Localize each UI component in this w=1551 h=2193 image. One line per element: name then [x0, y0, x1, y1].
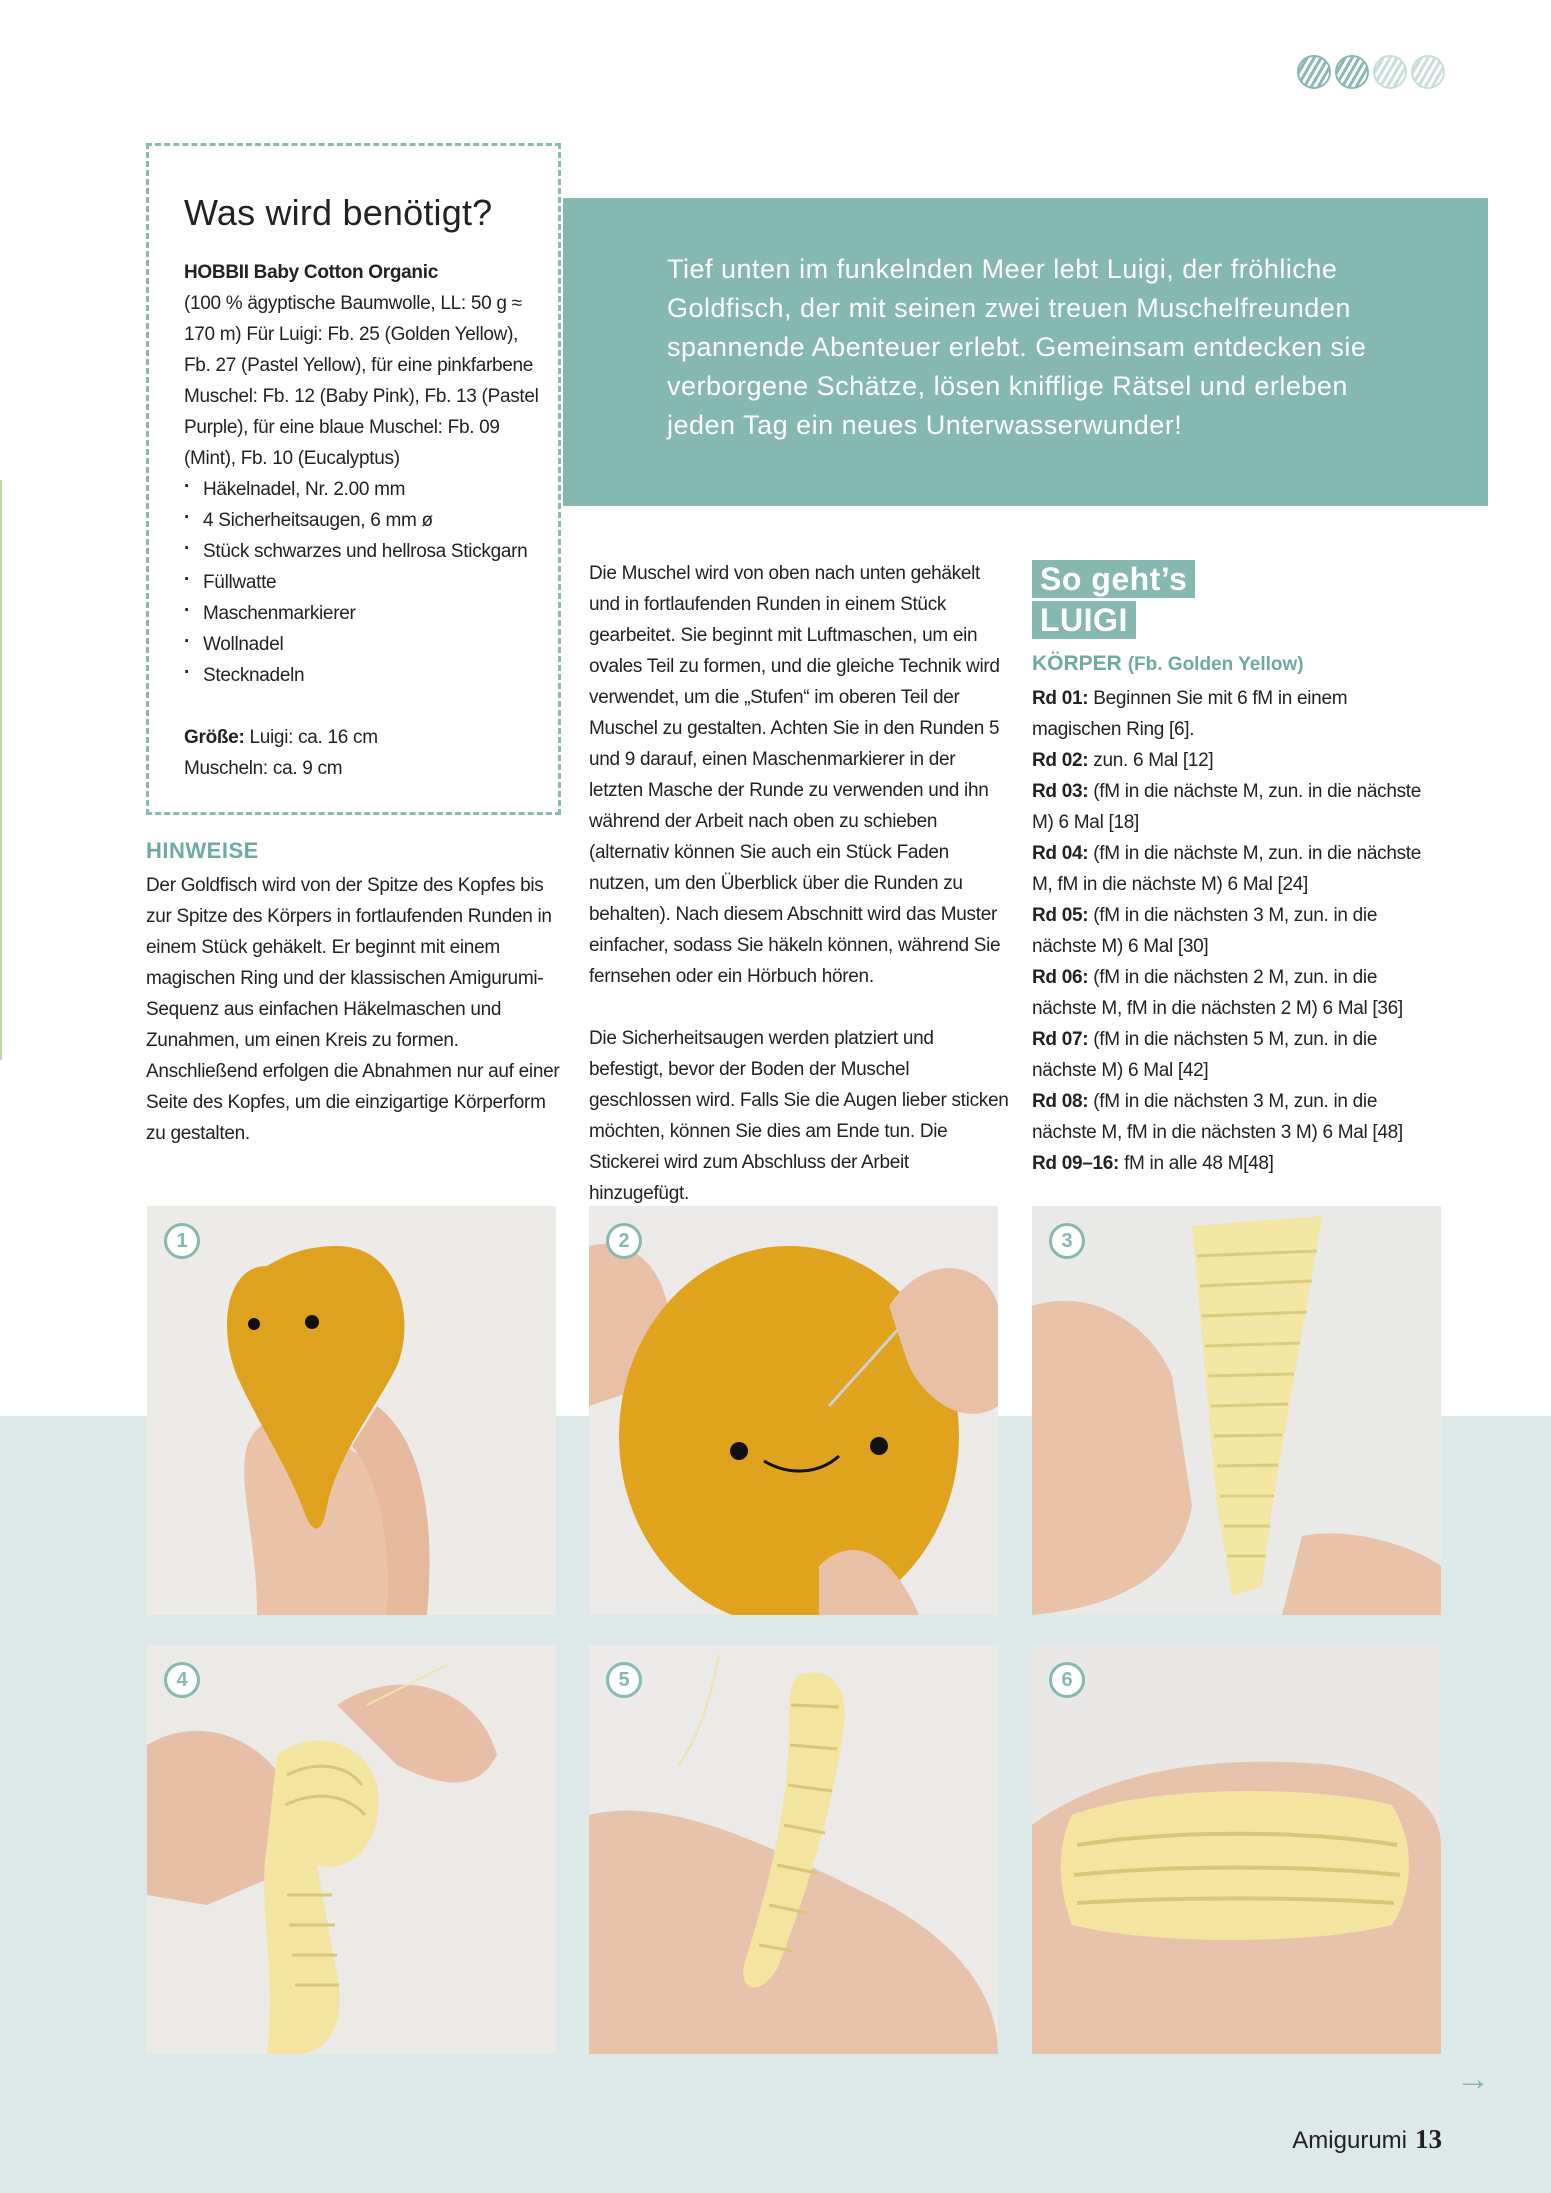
page-footer	[1292, 2124, 1442, 2155]
yarn-ball-icon	[1373, 55, 1407, 89]
round-row: Rd 04: (fM in die nächste M, zun. in die nächste M, fM in die nächste M) 6 Mal [24]	[1032, 843, 1422, 895]
stitching-face-image	[589, 1206, 998, 1615]
list-item: · Häkelnadel, Nr. 2.00 mm	[184, 474, 549, 505]
notes-body: Der Goldfisch wird von der Spitze des Kopfes bis zur Spitze des Körpers in fortlaufenden Runden in einem Stück gehäkelt. Er beginnt mit einem magischen Ring und der klassischen Amigurumi-Sequenz aus einfachen Häkelmaschen und Zunahmen, um einen Kreis zu formen. Anschließend erfolgen die Abnahmen nur auf einer Seite des Kopfes, um die einzigartige Körperform zu gestalten.	[146, 875, 560, 1144]
notes-heading: HINWEISE	[146, 838, 259, 863]
howto-tag: So geht’s	[1032, 560, 1195, 598]
rounds-list	[1032, 683, 1437, 1179]
round-row: Rd 03: (fM in die nächste M, zun. in die nächste M) 6 Mal [18]	[1032, 781, 1422, 833]
step-photo-3	[1032, 1206, 1441, 1615]
step-badge: 3	[1049, 1223, 1085, 1259]
rolling-strip-image	[147, 1645, 556, 2054]
step-badge: 1	[164, 1223, 200, 1259]
list-item: · Stück schwarzes und hellrosa Stickgarn	[184, 536, 549, 567]
howto-tag-luigi: LUIGI	[1032, 601, 1136, 639]
howto-heading	[1032, 560, 1195, 642]
list-item: · Füllwatte	[184, 567, 549, 598]
step-photo-2	[589, 1206, 998, 1615]
page-number: 13	[1415, 2124, 1442, 2154]
step-photo-6	[1032, 1645, 1441, 2054]
round-row: Rd 05: (fM in die nächsten 3 M, zun. in die nächste M) 6 Mal [30]	[1032, 905, 1378, 957]
fish-head-image	[147, 1206, 556, 1615]
list-item: · Maschenmarkierer	[184, 598, 549, 629]
page-edge-mark	[0, 480, 2, 1060]
size-luigi: Luigi: ca. 16 cm	[249, 727, 378, 748]
yarn-name: HOBBII Baby Cotton Organic	[184, 262, 438, 283]
step-badge: 5	[606, 1662, 642, 1698]
round-row: Rd 09–16: fM in alle 48 M[48]	[1032, 1153, 1274, 1174]
magazine-title: Amigurumi	[1292, 2127, 1407, 2154]
next-arrow-icon: →	[1456, 2060, 1490, 2098]
round-row: Rd 01: Beginnen Sie mit 6 fM in einem magischen Ring [6].	[1032, 688, 1348, 740]
yarn-details: (100 % ägyptische Baumwolle, LL: 50 g ≈ 170 m) Für Luigi: Fb. 25 (Golden Yellow), Fb. 27 (Pastel Yellow), für eine pinkfarbene Muschel: Fb. 12 (Baby Pink), Fb. 13 (Pastel Purple), für eine blaue Muschel: Fb. 09 (Mint), Fb. 10 (Eucalyptus)	[184, 293, 539, 469]
size-info	[184, 722, 549, 784]
materials-title: Was wird benötigt?	[184, 192, 493, 233]
round-row: Rd 06: (fM in die nächsten 2 M, zun. in die nächste M, fM in die nächsten 2 M) 6 Mal [36]	[1032, 967, 1403, 1019]
yarn-ball-icon	[1297, 55, 1331, 89]
round-row: Rd 07: (fM in die nächsten 5 M, zun. in die nächste M) 6 Mal [42]	[1032, 1029, 1378, 1081]
curved-strip-image	[589, 1645, 998, 2054]
step-badge: 2	[606, 1223, 642, 1259]
size-shell: Muscheln: ca. 9 cm	[184, 758, 343, 779]
round-row: Rd 02: zun. 6 Mal [12]	[1032, 750, 1214, 771]
materials-list	[184, 257, 549, 784]
list-item: · 4 Sicherheitsaugen, 6 mm ø	[184, 505, 549, 536]
size-label: Größe:	[184, 727, 245, 748]
yarn-ball-icon	[1411, 55, 1445, 89]
intro-text: Tief unten im funkelnden Meer lebt Luigi, der fröhliche Goldfisch, der mit seinen zwei treuen Muschelfreunden spannende Abenteuer erlebt. Gemeinsam entdecken sie verborgene Schätze, lösen knifflige Rätsel und erleben jeden Tag ein neues Unterwasserwunder!	[667, 254, 1367, 440]
section-heading: KÖRPER (Fb. Golden Yellow)	[1032, 652, 1304, 675]
paragraph: Die Muschel wird von oben nach unten gehäkelt und in fortlaufenden Runden in einem Stück gearbeitet. Sie beginnt mit Luftmaschen, um ein ovales Teil zu formen, und die gleiche Technik wird verwendet, um die „Stufen“ im oberen Teil der Muschel zu gestalten. Achten Sie in den Runden 5 und 9 darauf, einen Maschenmarkierer in der letzten Masche der Runde zu verwenden und ihn während der Arbeit nach oben zu schieben (alternativ können Sie auch ein Stück Faden nutzen, um den Überblick über die Runden zu behalten). Nach diesem Abschnitt wird das Muster einfacher, sodass Sie häkeln können, während Sie fernsehen oder ein Hörbuch hören.	[589, 563, 1001, 987]
paragraph: Die Sicherheitsaugen werden platziert und befestigt, bevor der Boden der Muschel geschlossen wird. Falls Sie die Augen lieber sticken möchten, können Sie dies am Ende tun. Die Stickerei wird zum Abschluss der Arbeit hinzugefügt.	[589, 1028, 1009, 1204]
step-badge: 4	[164, 1662, 200, 1698]
step-photo-5	[589, 1645, 998, 2054]
list-item: · Stecknadeln	[184, 660, 549, 691]
shell-instructions	[589, 558, 1009, 1240]
list-item: · Wollnadel	[184, 629, 549, 660]
step-badge: 6	[1049, 1662, 1085, 1698]
oval-shell-image	[1032, 1645, 1441, 2054]
crochet-strip-image	[1032, 1206, 1441, 1615]
round-row: Rd 08: (fM in die nächsten 3 M, zun. in die nächste M, fM in die nächsten 3 M) 6 Mal [48]	[1032, 1091, 1403, 1143]
step-photo-1	[147, 1206, 556, 1615]
step-photo-4	[147, 1645, 556, 2054]
yarn-decoration	[1297, 55, 1445, 89]
yarn-ball-icon	[1335, 55, 1369, 89]
tools-list	[184, 474, 549, 691]
